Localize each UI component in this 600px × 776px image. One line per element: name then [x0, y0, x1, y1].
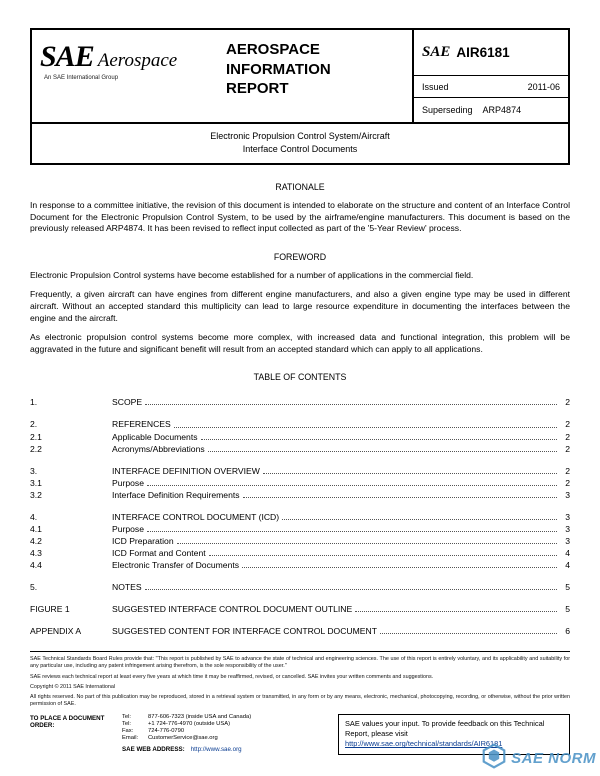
toc-dot-leader: [243, 497, 557, 498]
contact-label: Tel:: [122, 720, 132, 727]
toc-entry-number: 4.: [30, 511, 38, 522]
rationale-heading: RATIONALE: [275, 182, 325, 193]
toc-dot-leader: [355, 611, 557, 612]
logo-tagline: An SAE International Group: [44, 75, 119, 81]
toc-entry-title: Applicable Documents: [112, 431, 198, 442]
toc-entry-number: 4.2: [30, 535, 42, 546]
doc-number: AIR6181: [456, 45, 510, 60]
toc-entry: [30, 396, 570, 408]
foreword-paragraph-2: Frequently, a given aircraft can have engines from different engine manufacturers, and also a given engine type may be used in different aircraft. Without an accepted standard this multiplicity can lead to large resource expenditure in documenting the interfaces between the engine and the aircraft.: [30, 289, 570, 323]
toc-entry-page: 4: [565, 547, 570, 558]
toc-entry-number: 3.2: [30, 489, 42, 500]
sae-website-link[interactable]: http://www.sae.org: [190, 745, 242, 753]
toc-entry-figure: [30, 603, 570, 615]
toc-entry-number: 4.4: [30, 559, 42, 570]
toc-dot-leader: [145, 404, 557, 405]
issued-row: [414, 76, 568, 98]
document-title-line1: Electronic Propulsion Control System/Aircraft: [210, 131, 390, 141]
toc-entry-page: 2: [565, 397, 570, 408]
contact-row: [122, 714, 251, 721]
toc-entry-title: SUGGESTED CONTENT FOR INTERFACE CONTROL DOCUMENT: [112, 625, 377, 636]
contact-label: Email:: [122, 735, 139, 742]
toc-entry-page: 2: [565, 431, 570, 442]
toc-dot-leader: [147, 531, 557, 532]
header-top-row: [32, 30, 568, 122]
toc-entry-page: 3: [565, 511, 570, 522]
toc-entry: [30, 511, 570, 523]
issued-label: Issued: [422, 81, 449, 92]
toc-entry-page: 2: [565, 443, 570, 454]
toc-entry-title: INTERFACE CONTROL DOCUMENT (ICD): [112, 511, 280, 522]
table-of-contents: [30, 396, 570, 636]
contact-value: 877-606-7323 (inside USA and Canada): [148, 713, 252, 720]
toc-entry-number: 1.: [30, 397, 38, 408]
toc-entry-title: SCOPE: [112, 397, 143, 408]
foreword-paragraph-1: Electronic Propulsion Control systems have become established for a number of applications in the commercial field.: [30, 269, 474, 280]
rights-notice: All rights reserved. No part of this publication may be reproduced, stored in a retrieval system or transmitted, in any form or by any means, electronic, mechanical, photocopying, recording, or otherwise, without the prior written permission of SAE.: [30, 694, 570, 708]
toc-entry-number: 3.1: [30, 477, 42, 488]
rationale-paragraph: In response to a committee initiative, the revision of this document is intended to elaborate on the structure and content of an Interface Control Document for the Electronic Propulsion Control System, to be used by the airframe/engine manufacturers. This document is based on the previously released ARP4874. It has been revised to reflect input collected as part of the '5-Year Review' process.: [30, 200, 570, 234]
toc-dot-leader: [201, 439, 557, 440]
toc-entry-title: SUGGESTED INTERFACE CONTROL DOCUMENT OUTLINE: [112, 603, 353, 614]
toc-dot-leader: [147, 485, 557, 486]
sae-aerospace-logo: [32, 30, 212, 122]
watermark-wordmark: SAE NORM: [511, 750, 596, 767]
issued-date: 2011-06: [527, 81, 560, 92]
toc-dot-leader: [177, 543, 557, 544]
legal-notice-2: SAE reviews each technical report at least every five years at which time it may be reaffirmed, revised, or cancelled. SAE invites your written comments and suggestions.: [30, 673, 434, 680]
sae-logo: SAE: [40, 40, 94, 73]
toc-entry-page: 2: [565, 477, 570, 488]
toc-dot-leader: [263, 473, 557, 474]
toc-dot-leader: [174, 427, 557, 428]
legal-notice-1: SAE Technical Standards Board Rules provide that: "This report is published by SAE to advance the state of technical and engineering sciences. The use of this report is entirely voluntary, and its applicability and suitability for any particular use, including any patent infringement arising therefrom, is the sole responsibility of the user.": [30, 655, 570, 670]
doc-number-cell: [412, 30, 568, 122]
toc-entry-title: NOTES: [112, 581, 142, 592]
footer-divider: [30, 651, 570, 652]
document-title-line2: Interface Control Documents: [242, 144, 358, 155]
order-label: TO PLACE A DOCUMENT ORDER:: [30, 714, 105, 729]
contact-value: +1 724-776-4970 (outside USA): [148, 720, 231, 727]
toc-dot-leader: [209, 555, 557, 556]
toc-entry-page: 6: [565, 625, 570, 636]
toc-entry-page: 4: [565, 559, 570, 570]
web-address-row: [122, 746, 251, 754]
toc-dot-leader: [145, 589, 557, 590]
toc-entry-page: 3: [565, 489, 570, 500]
toc-entry: [30, 559, 570, 571]
doc-type-title: AEROSPACE INFORMATION REPORT: [226, 41, 331, 97]
doc-number-row: [414, 30, 568, 76]
toc-entry-title: INTERFACE DEFINITION OVERVIEW: [112, 465, 260, 476]
toc-heading: TABLE OF CONTENTS: [253, 372, 347, 383]
toc-entry: [30, 535, 570, 547]
toc-dot-leader: [380, 633, 557, 634]
foreword-paragraph-3: As electronic propulsion control systems become more complex, with increased data and functional integration, this problem will be aggravated in the future and significant benefit will result from an accepted standard which can apply to all applications.: [30, 332, 570, 354]
toc-entry: [30, 581, 570, 593]
header: [30, 28, 570, 165]
doc-type-cell: [212, 30, 412, 122]
contact-label: Fax:: [122, 728, 134, 735]
toc-entry-page: 5: [565, 581, 570, 592]
toc-entry: [30, 465, 570, 477]
contact-table: [122, 714, 251, 754]
toc-entry: [30, 418, 570, 430]
toc-entry-number: 2.1: [30, 431, 42, 442]
toc-entry-number: 4.3: [30, 547, 42, 558]
toc-entry-title: Acronyms/Abbreviations: [112, 443, 205, 454]
document-title: [32, 122, 568, 163]
hexagon-icon: [481, 743, 507, 774]
toc-entry-title: Interface Definition Requirements: [112, 489, 240, 500]
feedback-text: SAE values your input. To provide feedback on this Technical Report, please visit: [345, 718, 545, 739]
toc-entry-number: 5.: [30, 581, 38, 592]
toc-entry-number: FIGURE 1: [30, 603, 70, 614]
toc-entry-page: 2: [565, 465, 570, 476]
superseding-label: Superseding: [422, 105, 473, 115]
toc-entry: [30, 547, 570, 559]
logo-wordmark: [40, 42, 208, 72]
toc-entry: [30, 523, 570, 535]
web-address-label: SAE WEB ADDRESS:: [122, 745, 185, 753]
toc-entry-page: 2: [565, 419, 570, 430]
superseding-row: [414, 98, 568, 122]
toc-entry-appendix: [30, 625, 570, 637]
toc-dot-leader: [282, 519, 557, 520]
toc-entry: [30, 443, 570, 455]
toc-dot-leader: [242, 567, 557, 568]
toc-entry-title: Purpose: [112, 523, 145, 534]
toc-entry-page: 3: [565, 535, 570, 546]
contact-row: [122, 721, 251, 728]
contact-value: 724-776-0790: [148, 728, 185, 735]
sae-logo-small: SAE: [422, 44, 451, 60]
document-order-block: [30, 714, 338, 754]
foreword-heading: FOREWORD: [273, 251, 327, 262]
toc-entry-title: REFERENCES: [112, 419, 171, 430]
toc-entry-number: 2.: [30, 419, 38, 430]
sae-norm-watermark: [481, 743, 596, 774]
toc-entry-title: Purpose: [112, 477, 145, 488]
feedback-url-link[interactable]: http://www.sae.org/technical/standards/AIR6181: [345, 739, 503, 749]
toc-dot-leader: [208, 451, 557, 452]
toc-entry-number: 3.: [30, 465, 38, 476]
toc-entry-page: 5: [565, 603, 570, 614]
aerospace-wordmark: Aerospace: [97, 50, 178, 71]
toc-entry-number: APPENDIX A: [30, 625, 82, 636]
toc-entry-page: 3: [565, 523, 570, 534]
toc-entry-title: ICD Preparation: [112, 535, 174, 546]
toc-entry-title: Electronic Transfer of Documents: [112, 559, 240, 570]
copyright-line: Copyright © 2011 SAE International: [30, 683, 116, 690]
contact-row: [122, 728, 251, 735]
customer-service-email-link[interactable]: CustomerService@sae.org: [148, 735, 218, 742]
toc-entry-number: 4.1: [30, 523, 42, 534]
toc-entry: [30, 431, 570, 443]
toc-entry-title: ICD Format and Content: [112, 547, 206, 558]
superseding-value: ARP4874: [482, 105, 522, 115]
toc-entry-number: 2.2: [30, 443, 42, 454]
toc-entry: [30, 489, 570, 501]
toc-entry: [30, 477, 570, 489]
contact-row: [122, 735, 251, 742]
contact-label: Tel:: [122, 713, 132, 720]
